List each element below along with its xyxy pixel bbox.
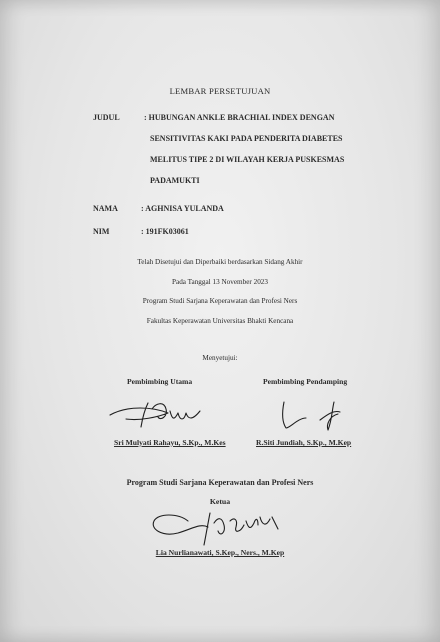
judul-label: JUDUL [93,113,120,122]
approval-line-2: Pada Tanggal 13 November 2023 [172,278,268,286]
ketua-role: Ketua [209,497,231,506]
page-title: LEMBAR PERSETUJUAN [169,86,271,96]
approval-line-1: Telah Disetujui dan Diperbaiki berdasarkan Sidang Akhir [137,258,303,266]
approval-line-4: Fakultas Keperawatan Universitas Bhakti Kencana [146,317,294,325]
nama-label: NAMA [93,204,118,213]
approval-line-3: Program Studi Sarjana Keperawatan dan Profesi Ners [142,297,298,305]
judul-line-2: SENSITIVITAS KAKI PADA PENDERITA DIABETES [150,134,343,143]
judul-line-1: : HUBUNGAN ANKLE BRACHIAL INDEX DENGAN [144,113,335,122]
nim-value: : 191FK03061 [141,227,189,236]
nama-value: : AGHNISA YULANDA [141,204,224,213]
signature-pembimbing-pendamping [276,398,356,436]
judul-line-4: PADAMUKTI [150,176,200,185]
menyetujui-label: Menyetujui: [202,354,238,362]
pembimbing-utama-name: Sri Mulyati Rahayu, S.Kp., M.Kes [114,438,226,447]
pembimbing-pendamping-name: R.Siti Jundiah, S.Kp., M.Kep [256,438,352,447]
nim-label: NIM [93,227,110,236]
pembimbing-utama-role: Pembimbing Utama [127,377,193,386]
judul-line-3: MELITUS TIPE 2 DI WILAYAH KERJA PUSKESMAS [150,155,345,164]
signature-ketua [148,503,288,547]
signature-pembimbing-utama [108,397,208,433]
ketua-name: Lia Nurlianawati, S.Kep., Ners., M.Kep [155,548,285,557]
program-heading: Program Studi Sarjana Keperawatan dan Profesi Ners [126,478,314,487]
pembimbing-pendamping-role: Pembimbing Pendamping [263,377,348,386]
